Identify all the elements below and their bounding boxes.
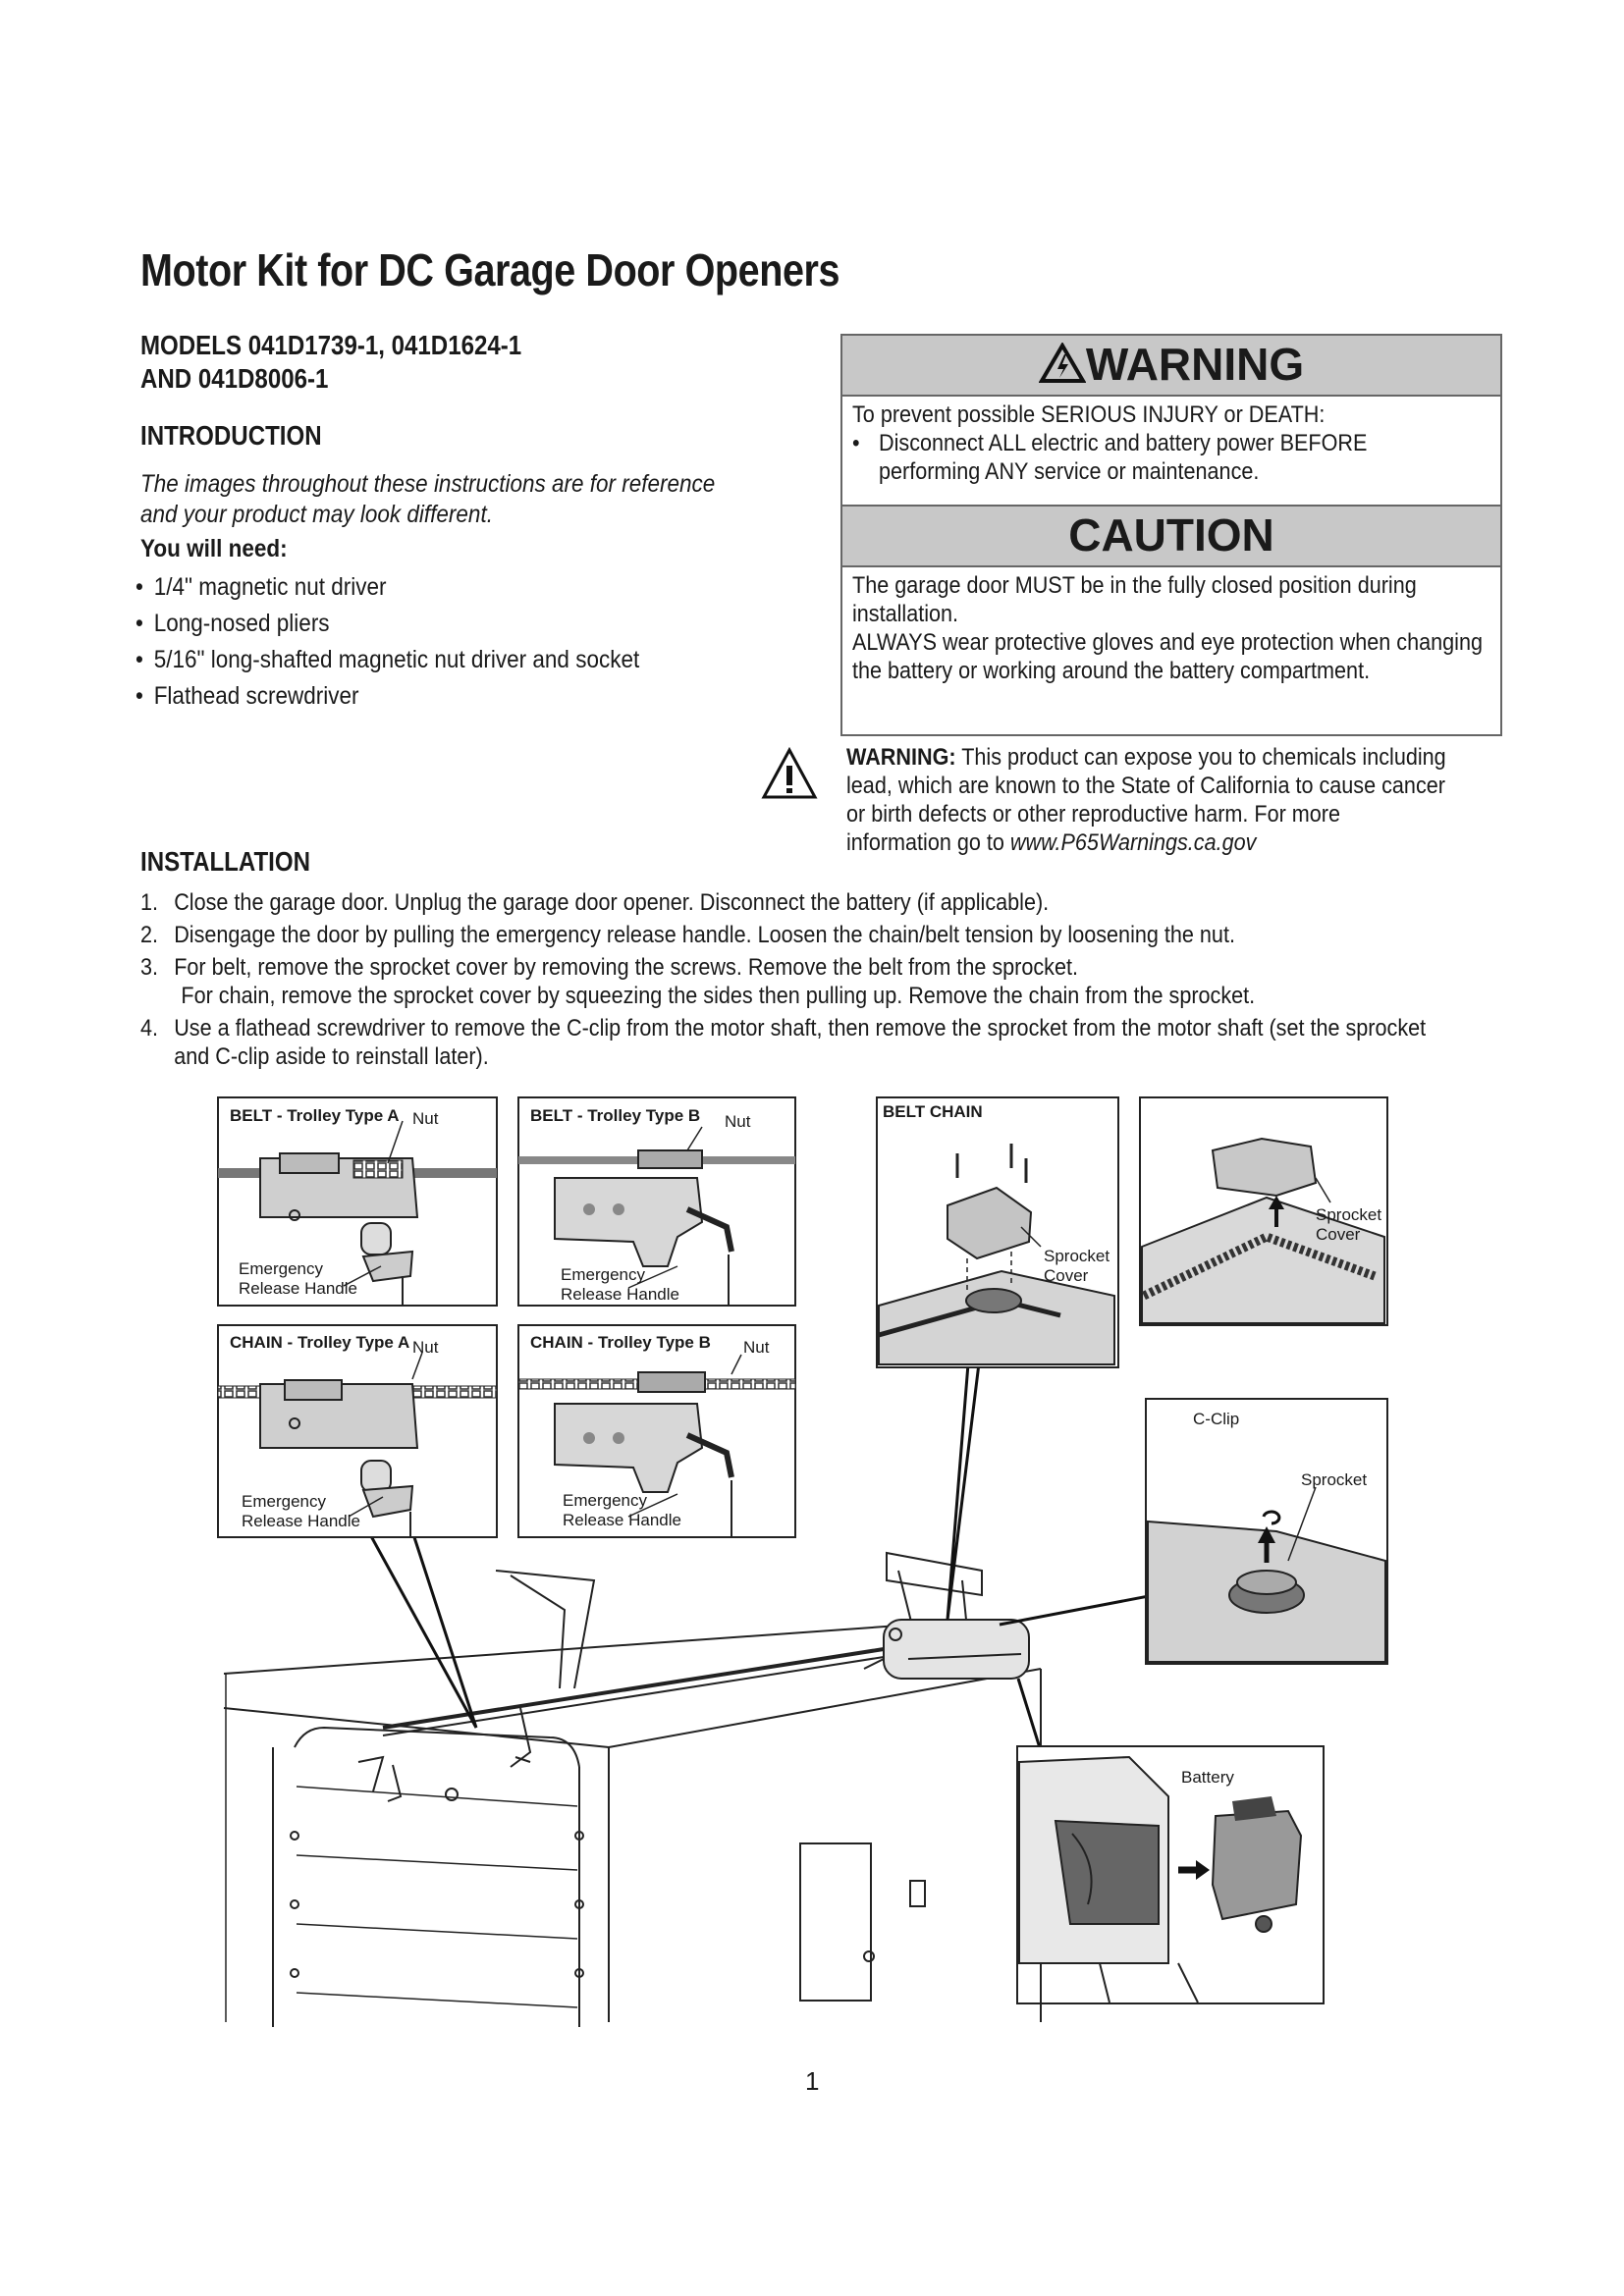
step-text: Disengage the door by pulling the emergency release handle. Loosen the chain/belt tension by loosening the nut. bbox=[174, 922, 1235, 948]
tool-item: • Long-nosed pliers bbox=[135, 606, 639, 642]
caution-banner: CAUTION bbox=[842, 505, 1500, 567]
cclip-label: C-Clip bbox=[1193, 1410, 1240, 1428]
figure-battery bbox=[1017, 1746, 1324, 2003]
chain-a-handle-label: Emergency Release Handle bbox=[242, 1492, 360, 1530]
warning-bullet-text: Disconnect ALL electric and battery power BEFORE performing ANY service or maintenance. bbox=[879, 430, 1368, 485]
battery-label: Battery bbox=[1181, 1768, 1234, 1787]
tool-item: • 1/4" magnetic nut driver bbox=[135, 569, 639, 606]
step-text: Close the garage door. Unplug the garage door opener. Disconnect the battery (if applicable). bbox=[174, 889, 1050, 916]
belt-a-title: BELT - Trolley Type A bbox=[230, 1106, 400, 1125]
chain-a-title: CHAIN - Trolley Type A bbox=[230, 1333, 410, 1352]
callout-lines bbox=[371, 1315, 1257, 1767]
warning-header: WARNING bbox=[1085, 339, 1305, 390]
belt-chain-cover-label: Sprocket Cover bbox=[1044, 1247, 1110, 1285]
models-line-2: AND 041D8006-1 bbox=[140, 363, 329, 394]
prop65-text: This product can expose you to chemicals including lead, which are known to the State of California to cause cancer or birth defects or other reproductive harm. For more information go to bbox=[846, 744, 1446, 856]
prop65-link[interactable]: www.P65Warnings.ca.gov bbox=[1009, 829, 1257, 856]
introduction-heading: INTRODUCTION bbox=[140, 420, 322, 451]
tool-item: • 5/16" long-shafted magnetic nut driver and socket bbox=[135, 642, 639, 678]
page-title: Motor Kit for DC Garage Door Openers bbox=[140, 244, 840, 295]
step-number: 2. bbox=[140, 922, 159, 948]
you-will-need-label: You will need: bbox=[140, 535, 288, 562]
step-number: 3. bbox=[140, 954, 159, 981]
step-number: 4. bbox=[140, 1015, 159, 1041]
installation-heading: INSTALLATION bbox=[140, 846, 310, 877]
chain-b-nut-label: Nut bbox=[743, 1338, 770, 1357]
caution-text-2: ALWAYS wear protective gloves and eye protection when changing the battery or working around the battery compartment. bbox=[852, 629, 1483, 684]
models-line-1: MODELS 041D1739-1, 041D1624-1 bbox=[140, 330, 522, 360]
garage-scene bbox=[224, 1553, 1041, 2027]
figure-belt-chain bbox=[877, 1097, 1118, 1367]
prop65-label: WARNING: bbox=[846, 744, 956, 771]
chain-b-title: CHAIN - Trolley Type B bbox=[530, 1333, 711, 1352]
belt-b-nut-label: Nut bbox=[725, 1112, 751, 1131]
step-text: For belt, remove the sprocket cover by removing the screws. Remove the belt from the sprocket. bbox=[174, 954, 1078, 981]
belt-a-nut-label: Nut bbox=[412, 1109, 439, 1128]
belt-chain-title: BELT CHAIN bbox=[883, 1102, 983, 1121]
figure-cclip-sprocket bbox=[1146, 1399, 1387, 1664]
caution-text-1: The garage door MUST be in the fully closed position during installation. bbox=[852, 572, 1417, 627]
belt-b-handle-label: Emergency Release Handle bbox=[561, 1265, 679, 1304]
step-text: Use a flathead screwdriver to remove the C-clip from the motor shaft, then remove the sprocket from the motor shaft (set the sprocket and C-clip aside to reinstall later). bbox=[174, 1015, 1427, 1070]
chain-cover-label: Sprocket Cover bbox=[1316, 1205, 1382, 1244]
tool-item: • Flathead screwdriver bbox=[135, 678, 639, 715]
chain-b-handle-label: Emergency Release Handle bbox=[563, 1491, 681, 1529]
step-number: 1. bbox=[140, 889, 159, 916]
belt-b-title: BELT - Trolley Type B bbox=[530, 1106, 701, 1125]
warning-intro: To prevent possible SERIOUS INJURY or DEATH: bbox=[852, 401, 1326, 428]
chain-a-nut-label: Nut bbox=[412, 1338, 439, 1357]
sprocket-label: Sprocket bbox=[1301, 1470, 1368, 1489]
introduction-text: The images throughout these instructions are for reference and your product may look different. bbox=[140, 470, 716, 528]
page-number: 1 bbox=[805, 2066, 820, 2096]
step-text-2: For chain, remove the sprocket cover by squeezing the sides then pulling up. Remove the chain from the sprocket. bbox=[181, 983, 1256, 1009]
warning-bullet: • Disconnect ALL electric and battery power BEFORE performing ANY service or maintenance. bbox=[852, 429, 1471, 486]
belt-a-handle-label: Emergency Release Handle bbox=[239, 1259, 357, 1298]
